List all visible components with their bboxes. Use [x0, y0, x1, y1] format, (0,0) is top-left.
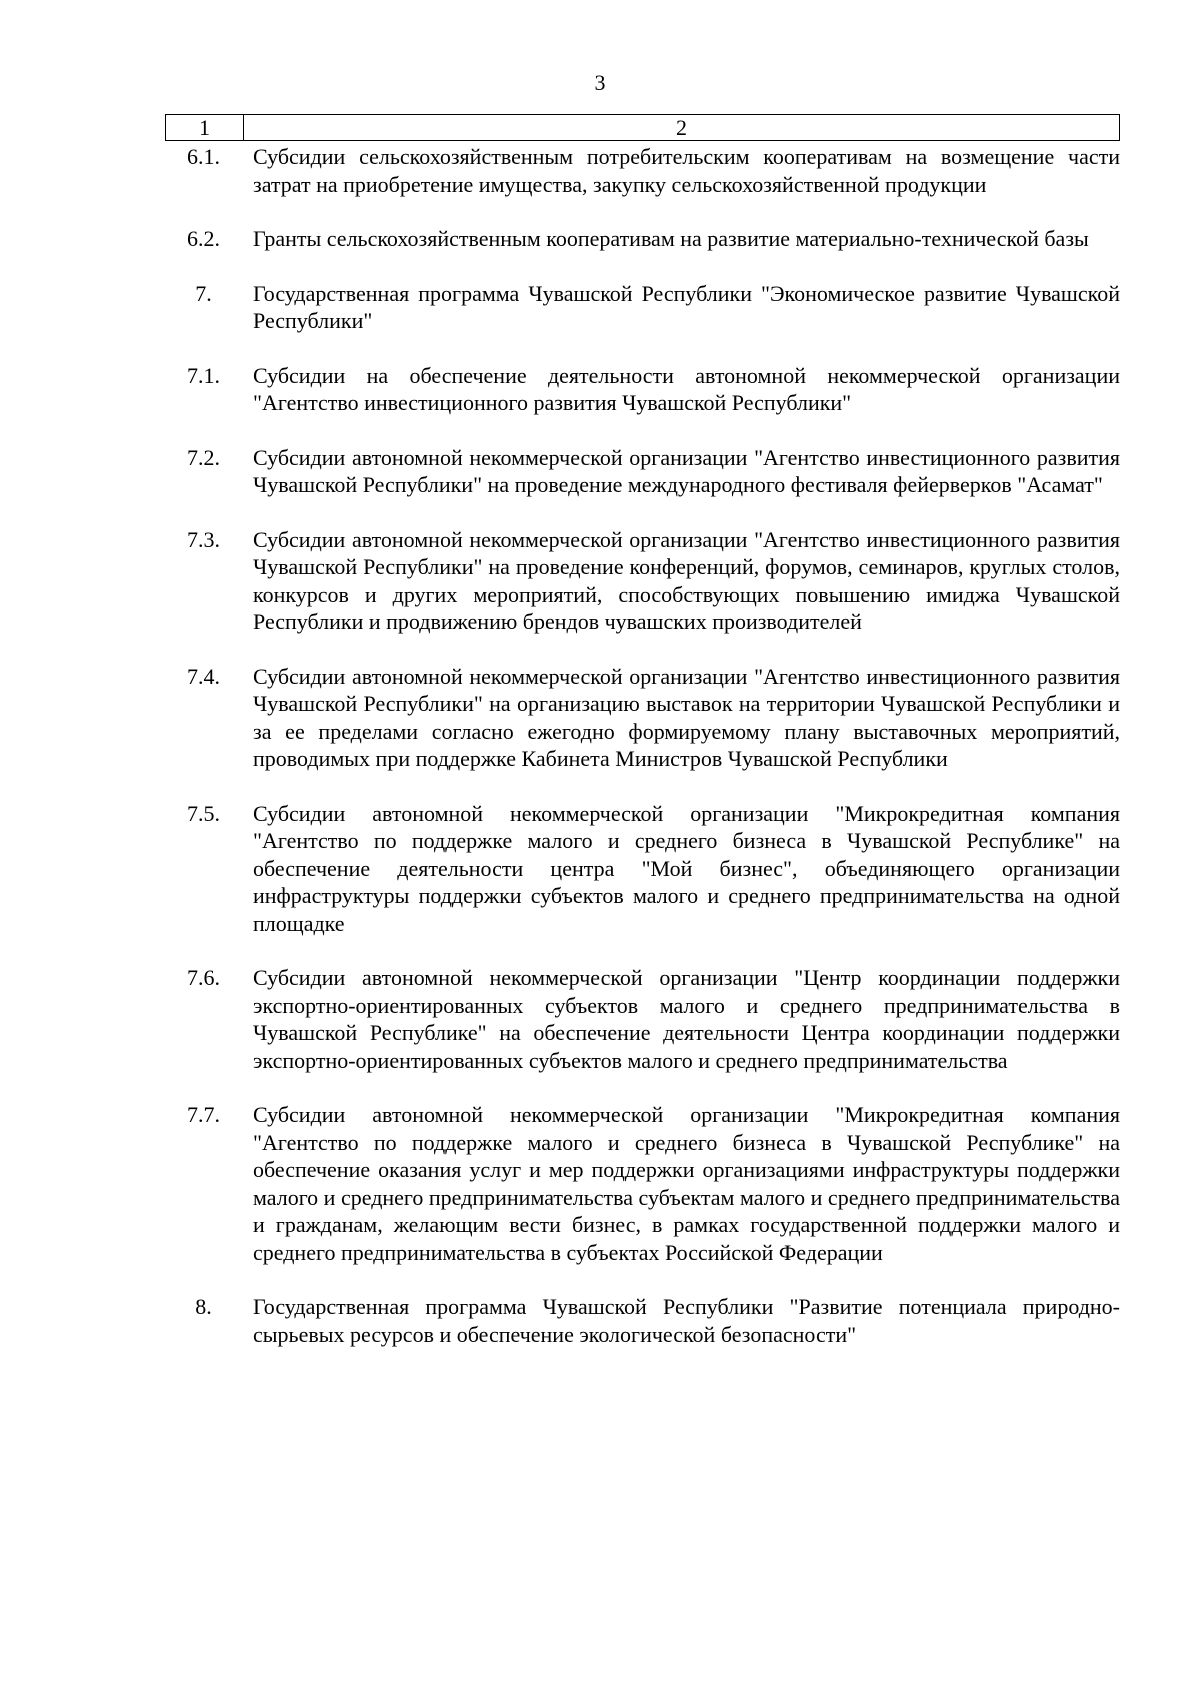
table-row [165, 362, 1120, 417]
page-number: 3 [594, 70, 606, 95]
row-text: Субсидии автономной некоммерческой организации "Микрокредитная компания "Агентство по поддержке малого и среднего бизнеса в Чувашской Республике" на обеспечение оказания услуг и мер поддержки организациями инфраструктуры поддержки малого и среднего предпринимательства субъектам малого и среднего предпринимательства и гражданам, желающим вести бизнес, в рамках государственной поддержки малого и среднего предпринимательства в субъектах Российской Федерации [253, 1102, 1121, 1265]
row-text: Государственная программа Чувашской Республики "Развитие потенциала природно-сырьевых ресурсов и обеспечение экологической безопасности" [253, 1294, 1120, 1347]
table-row [165, 800, 1120, 938]
table-row [165, 526, 1120, 636]
column-header-table [165, 114, 1120, 141]
column-header-row [166, 115, 1120, 141]
row-text: Государственная программа Чувашской Республики "Экономическое развитие Чувашской Республики" [253, 280, 1120, 333]
row-text: Субсидии автономной некоммерческой организации "Микрокредитная компания "Агентство по поддержке малого и среднего бизнеса в Чувашской Республике" на обеспечение деятельности центра "Мой бизнес", объединяющего организации инфраструктуры поддержки субъектов малого и среднего предпринимательства на одной площадке [253, 800, 1120, 936]
row-number: 7.6. [187, 965, 220, 990]
table-row [165, 1293, 1120, 1348]
row-number: 7.7. [187, 1102, 220, 1127]
row-text: Гранты сельскохозяйственным кооперативам на развитие материально-технической базы [253, 226, 1089, 251]
row-text: Субсидии автономной некоммерческой организации "Агентство инвестиционного развития Чувашской Республики" на проведение международного фестиваля фейерверков "Асамат" [253, 444, 1120, 497]
row-text: Субсидии автономной некоммерческой организации "Центр координации поддержки экспортно-ориентированных субъектов малого и среднего предпринимательства в Чувашской Республике" на обеспечение деятельности Центра координации поддержки экспортно-ориентированных субъектов малого и среднего предпринимательства [253, 965, 1120, 1073]
row-text: Субсидии автономной некоммерческой организации "Агентство инвестиционного развития Чувашской Республики" на проведение конференций, форумов, семинаров, круглых столов, конкурсов и других мероприятий, способствующих повышению имиджа Чувашской Республики и продвижению брендов чувашских производителей [253, 526, 1120, 634]
table-row [165, 280, 1120, 335]
row-number: 6.2. [187, 226, 220, 251]
table-row [165, 225, 1120, 253]
row-number: 8. [195, 1294, 212, 1319]
table-row [165, 444, 1120, 499]
table-row [165, 143, 1120, 198]
table-row [165, 1101, 1120, 1266]
row-number: 7.5. [187, 800, 220, 826]
column-header-1: 1 [166, 115, 244, 141]
row-number: 7. [195, 280, 212, 306]
table-row [165, 964, 1120, 1074]
column-header-2: 2 [244, 115, 1120, 141]
row-number: 7.2. [187, 444, 220, 470]
row-number: 7.3. [187, 526, 220, 552]
row-text: Субсидии автономной некоммерческой организации "Агентство инвестиционного развития Чувашской Республики" на организацию выставок на территории Чувашской Республики и за ее пределами согласно ежегодно формируемому плану выставочных мероприятий, проводимых при поддержке Кабинета Министров Чувашской Республики [253, 663, 1120, 771]
row-number: 7.4. [187, 663, 220, 689]
table-body [165, 143, 1120, 1375]
table-row [165, 663, 1120, 773]
row-number: 6.1. [187, 144, 220, 169]
row-text: Субсидии на обеспечение деятельности автономной некоммерческой организации "Агентство инвестиционного развития Чувашской Республики" [253, 362, 1120, 415]
row-number: 7.1. [187, 362, 220, 388]
row-text: Субсидии сельскохозяйственным потребительским кооперативам на возмещение части затрат на приобретение имущества, закупку сельскохозяйственной продукции [253, 144, 1120, 197]
